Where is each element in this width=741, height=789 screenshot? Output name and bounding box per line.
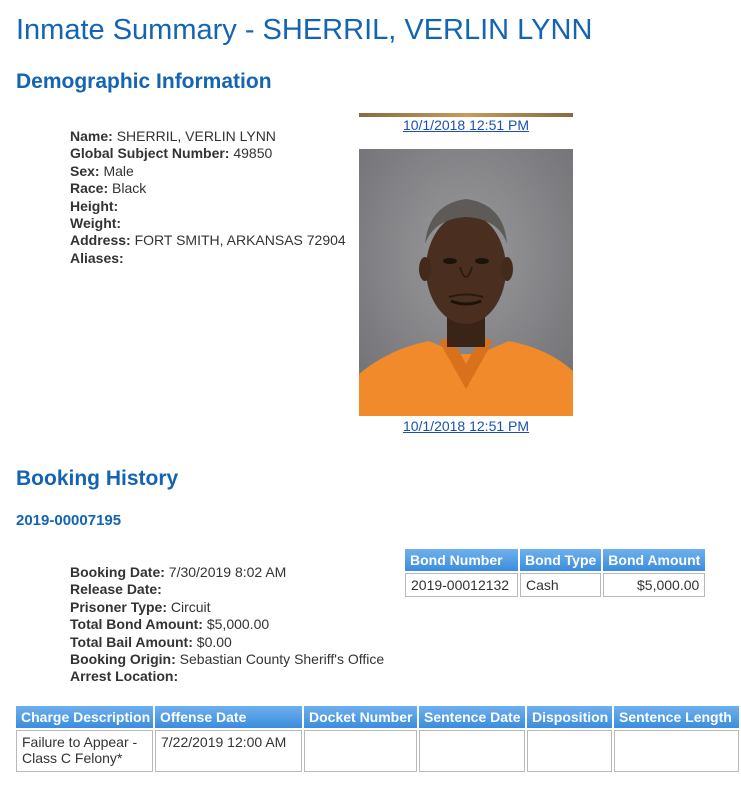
photo-1-link-wrap <box>359 117 573 133</box>
bond-number-cell: 2019-00012132 <box>405 573 518 597</box>
sentence-date-header[interactable]: Sentence Date <box>419 706 525 728</box>
total-bond-row <box>70 616 384 633</box>
booking-date-row <box>70 564 384 581</box>
table-row <box>16 730 739 772</box>
address-row <box>70 232 346 249</box>
sentence-date-cell <box>419 730 525 772</box>
photo-2-link-wrap <box>359 418 573 434</box>
height-row <box>70 198 346 215</box>
photo-date-link[interactable]: 10/1/2018 12:51 PM <box>402 117 530 133</box>
demographic-details <box>70 128 346 267</box>
page-title: Inmate Summary - SHERRIL, VERLIN LYNN <box>16 14 593 46</box>
booking-date-value: 7/30/2019 8:02 AM <box>168 564 287 580</box>
total-bond-value: $5,000.00 <box>206 616 270 633</box>
total-bail-value: $0.00 <box>196 633 232 650</box>
photo-date-link[interactable]: 10/1/2018 12:51 PM <box>402 418 530 434</box>
offense-date-header[interactable]: Offense Date <box>155 706 302 728</box>
charges-table-header-row <box>16 706 739 728</box>
name-value: SHERRIL, VERLIN LYNN <box>116 128 276 144</box>
prisoner-type-value: Circuit <box>170 598 211 615</box>
booking-origin-value: Sebastian County Sheriff's Office <box>179 651 385 668</box>
subject-number-row <box>70 145 346 162</box>
bond-table <box>403 547 707 599</box>
total-bail-row <box>70 634 384 651</box>
weight-label: Weight: <box>70 215 122 232</box>
mugshot-photo[interactable] <box>359 149 573 416</box>
sentence-length-header[interactable]: Sentence Length <box>614 706 739 728</box>
address-label: Address: <box>70 232 131 249</box>
sex-value: Male <box>103 162 134 179</box>
prisoner-type-label: Prisoner Type: <box>70 598 167 615</box>
aliases-label: Aliases: <box>70 249 124 266</box>
table-row <box>405 573 705 597</box>
booking-history-heading: Booking History <box>16 467 179 490</box>
docket-number-header[interactable]: Docket Number <box>304 706 417 728</box>
demographic-heading: Demographic Information <box>16 70 272 93</box>
name-row <box>70 128 346 145</box>
weight-row <box>70 215 346 232</box>
height-label: Height: <box>70 197 119 214</box>
total-bond-label: Total Bond Amount: <box>70 616 203 633</box>
race-row <box>70 180 346 197</box>
sex-label: Sex: <box>70 162 100 179</box>
disposition-cell <box>527 730 612 772</box>
charge-description-cell: Failure to Appear - Class C Felony* <box>16 730 153 772</box>
prisoner-type-row <box>70 599 384 616</box>
booking-number: 2019-00007195 <box>16 512 122 529</box>
subject-number-value: 49850 <box>233 145 273 162</box>
address-value: FORT SMITH, ARKANSAS 72904 <box>134 232 346 249</box>
booking-origin-row <box>70 651 384 668</box>
charges-table <box>14 704 741 774</box>
booking-origin-label: Booking Origin: <box>70 651 176 668</box>
bond-type-cell: Cash <box>520 573 601 597</box>
total-bail-label: Total Bail Amount: <box>70 633 193 650</box>
docket-number-cell <box>304 730 417 772</box>
charge-description-header[interactable]: Charge Description <box>16 706 153 728</box>
bond-type-header[interactable]: Bond Type <box>520 549 601 571</box>
sex-row <box>70 163 346 180</box>
disposition-header[interactable]: Disposition <box>527 706 612 728</box>
mugshot-image <box>359 149 573 416</box>
booking-details <box>70 564 384 686</box>
release-date-row <box>70 581 384 598</box>
race-value: Black <box>112 180 147 197</box>
arrest-location-label: Arrest Location: <box>70 668 179 685</box>
bond-table-header-row <box>405 549 705 571</box>
booking-date-label: Booking Date: <box>70 564 165 580</box>
race-label: Race: <box>70 180 109 197</box>
subject-number-label: Global Subject Number: <box>70 145 230 162</box>
name-label: Name: <box>70 128 113 144</box>
release-date-label: Release Date: <box>70 581 162 598</box>
arrest-location-row <box>70 668 384 685</box>
bond-amount-cell: $5,000.00 <box>603 573 705 597</box>
sentence-length-cell <box>614 730 739 772</box>
aliases-row <box>70 250 346 267</box>
bond-amount-header[interactable]: Bond Amount <box>603 549 705 571</box>
bond-number-header[interactable]: Bond Number <box>405 549 518 571</box>
offense-date-cell: 7/22/2019 12:00 AM <box>155 730 302 772</box>
